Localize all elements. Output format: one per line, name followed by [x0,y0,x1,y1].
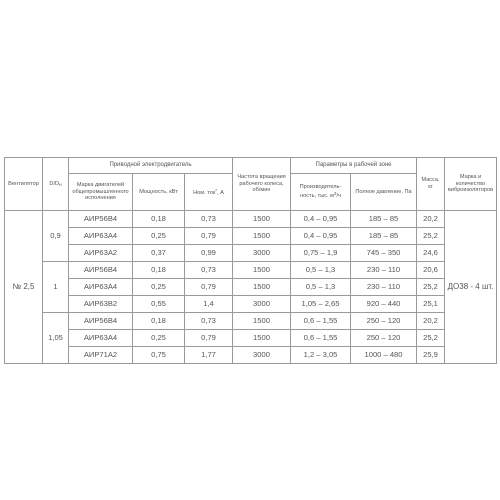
header-capacity-main: Производитель-ность, тыс. м [299,184,342,199]
pressure-cell: 1000 – 480 [351,347,417,364]
mass-cell: 25,9 [417,347,445,364]
capacity-cell: 0,5 – 1,3 [291,279,351,296]
table-row [5,279,497,296]
header-motor-model: Марка двигателей общепромышленного исполнения [69,174,133,211]
power-cell: 0,37 [133,245,185,262]
speed-cell: 1500 [233,279,291,296]
header-params-group: Параметры в рабочей зоне [291,158,417,174]
header-capacity-sup: 3 [333,191,337,196]
power-cell: 0,25 [133,330,185,347]
header-dd [43,158,69,211]
current-cell: 0,73 [185,313,233,330]
mass-cell: 20,2 [417,313,445,330]
power-cell: 0,18 [133,211,185,228]
motor-model-cell: АИР56В4 [69,211,133,228]
motor-model-cell: АИР63А4 [69,330,133,347]
mass-cell: 20,2 [417,211,445,228]
power-cell: 0,25 [133,279,185,296]
header-fan: Вентилятор [5,158,43,211]
header-capacity [291,174,351,211]
capacity-cell: 0,5 – 1,3 [291,262,351,279]
table-row [5,211,497,228]
power-cell: 0,75 [133,347,185,364]
current-cell: 0,79 [185,279,233,296]
mass-cell: 24,6 [417,245,445,262]
table-row [5,313,497,330]
header-isolators: Марка и количество виброизоляторов [445,158,497,211]
speed-cell: 1500 [233,228,291,245]
current-cell: 0,73 [185,262,233,279]
current-cell: 0,99 [185,245,233,262]
capacity-cell: 0,4 – 0,95 [291,211,351,228]
header-current-sup: * [215,187,218,193]
table-row [5,262,497,279]
speed-cell: 1500 [233,211,291,228]
pressure-cell: 250 – 120 [351,330,417,347]
pressure-cell: 185 – 85 [351,228,417,245]
dd-cell: 0,9 [43,211,69,262]
header-dd-sub: н [59,181,62,187]
speed-cell: 1500 [233,262,291,279]
speed-cell: 1500 [233,313,291,330]
capacity-cell: 0,6 – 1,55 [291,330,351,347]
pressure-cell: 745 – 350 [351,245,417,262]
table-row [5,245,497,262]
pressure-cell: 230 – 110 [351,262,417,279]
header-current-unit: , А [217,189,224,196]
current-cell: 0,73 [185,211,233,228]
power-cell: 0,18 [133,262,185,279]
speed-cell: 1500 [233,330,291,347]
power-cell: 0,25 [133,228,185,245]
pressure-cell: 230 – 110 [351,279,417,296]
header-row-1 [5,158,497,174]
speed-cell: 3000 [233,245,291,262]
table-row [5,347,497,364]
mass-cell: 25,1 [417,296,445,313]
capacity-cell: 0,4 – 0,95 [291,228,351,245]
header-current [185,174,233,211]
table-row [5,296,497,313]
header-mass: Масса, кг [417,158,445,211]
dd-cell: 1 [43,262,69,313]
dd-cell: 1,05 [43,313,69,364]
header-speed: Частота вращения рабочего колеса, об/мин [233,158,291,211]
fan-spec-table [4,157,497,364]
capacity-cell: 1,05 – 2,65 [291,296,351,313]
header-capacity-unit: /ч [336,193,341,199]
current-cell: 0,79 [185,330,233,347]
power-cell: 0,18 [133,313,185,330]
capacity-cell: 1,2 – 3,05 [291,347,351,364]
speed-cell: 3000 [233,296,291,313]
motor-model-cell: АИР63А2 [69,245,133,262]
motor-model-cell: АИР56В4 [69,313,133,330]
capacity-cell: 0,6 – 1,55 [291,313,351,330]
pressure-cell: 185 – 85 [351,211,417,228]
header-pressure: Полное давление, Па [351,174,417,211]
current-cell: 1,4 [185,296,233,313]
mass-cell: 25,2 [417,330,445,347]
mass-cell: 20,6 [417,262,445,279]
speed-cell: 3000 [233,347,291,364]
pressure-cell: 250 – 120 [351,313,417,330]
motor-model-cell: АИР63В2 [69,296,133,313]
motor-model-cell: АИР63А4 [69,228,133,245]
header-motor-group: Приводной электродвигатель [69,158,233,174]
table-row [5,228,497,245]
motor-model-cell: АИР63А4 [69,279,133,296]
capacity-cell: 0,75 – 1,9 [291,245,351,262]
mass-cell: 25,2 [417,279,445,296]
power-cell: 0,55 [133,296,185,313]
isolators-cell: ДО38 - 4 шт. [445,211,497,364]
motor-model-cell: АИР71А2 [69,347,133,364]
header-dd-main: D/D [49,180,60,187]
current-cell: 1,77 [185,347,233,364]
pressure-cell: 920 – 440 [351,296,417,313]
fan-name-cell: № 2,5 [5,211,43,364]
current-cell: 0,79 [185,228,233,245]
table-row [5,330,497,347]
header-current-main: Ном. ток [193,189,216,196]
mass-cell: 25,2 [417,228,445,245]
motor-model-cell: АИР56В4 [69,262,133,279]
header-power: Мощность, кВт [133,174,185,211]
